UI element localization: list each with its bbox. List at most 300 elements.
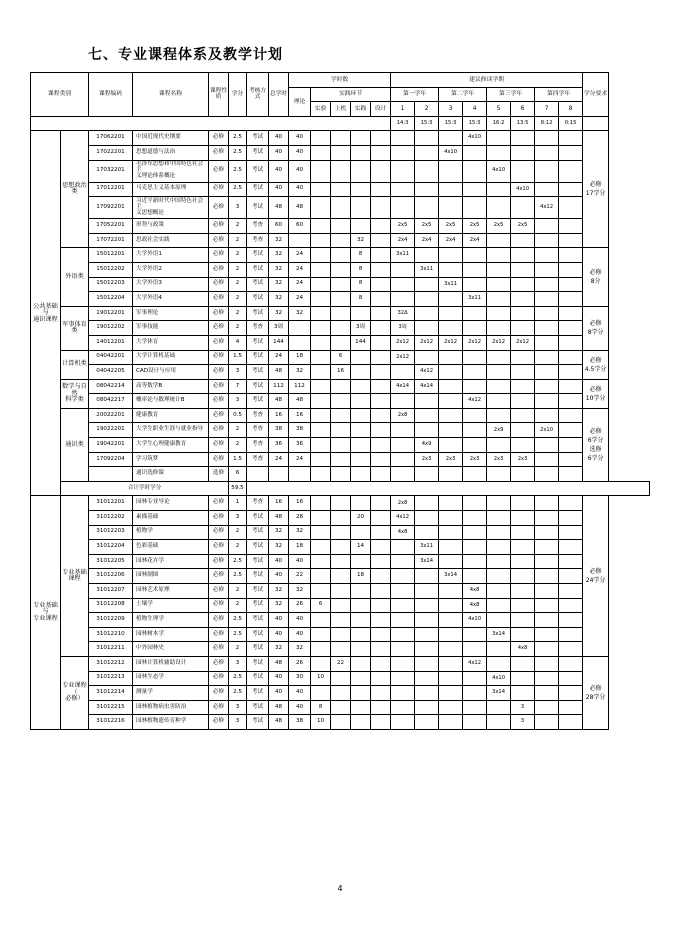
course-exam: 考试 (247, 511, 269, 526)
course-theory: 40 (289, 627, 311, 642)
course-nature: 选修 (209, 467, 229, 482)
course-semester-3 (439, 525, 463, 540)
table-row (31, 131, 650, 146)
course-semester-6 (511, 408, 535, 423)
table-row (31, 182, 650, 197)
course-theory: 60 (289, 219, 311, 234)
course-credit: 2.5 (229, 627, 247, 642)
course-code: 31012202 (89, 511, 133, 526)
course-semester-6 (511, 379, 535, 394)
course-credit: 2 (229, 438, 247, 453)
course-practicum (351, 365, 371, 380)
course-semester-5 (487, 408, 511, 423)
course-semester-1 (391, 584, 415, 599)
course-theory: 24 (289, 248, 311, 263)
course-semester-3 (439, 160, 463, 182)
course-semester-2: 2x5 (415, 219, 439, 234)
course-credit: 2.5 (229, 182, 247, 197)
course-theory: 18 (289, 540, 311, 555)
course-semester-1: 2x5 (391, 219, 415, 234)
course-name: 通识选修课 (133, 467, 209, 482)
course-semester-3 (439, 131, 463, 146)
course-exam: 考试 (247, 671, 269, 686)
course-credit: 3 (229, 715, 247, 730)
course-code: 31012206 (89, 569, 133, 584)
course-design (371, 248, 391, 263)
course-semester-4: 4x12 (463, 656, 487, 671)
course-exam: 考试 (247, 306, 269, 321)
course-credit: 2 (229, 219, 247, 234)
course-total-hours (269, 467, 289, 482)
course-code: 31012216 (89, 715, 133, 730)
course-semester-6 (511, 394, 535, 409)
course-theory: 40 (289, 686, 311, 701)
course-practicum (351, 408, 371, 423)
course-lab (311, 540, 331, 555)
table-row (31, 686, 650, 701)
course-semester-4 (463, 686, 487, 701)
course-exam: 考试 (247, 262, 269, 277)
course-semester-7 (535, 496, 559, 511)
subtotal-row (31, 481, 650, 496)
course-design (371, 452, 391, 467)
course-semester-7 (535, 365, 559, 380)
course-code: 31012211 (89, 642, 133, 657)
course-lab (311, 496, 331, 511)
course-semester-8 (559, 496, 583, 511)
course-semester-3 (439, 197, 463, 219)
table-row (31, 598, 650, 613)
course-semester-6: 2x12 (511, 335, 535, 350)
course-nature: 必修 (209, 700, 229, 715)
course-design (371, 656, 391, 671)
course-nature: 必修 (209, 627, 229, 642)
course-semester-5 (487, 394, 511, 409)
course-semester-6 (511, 554, 535, 569)
course-semester-2 (415, 656, 439, 671)
course-semester-3 (439, 379, 463, 394)
course-exam: 考试 (247, 160, 269, 182)
course-total-hours: 40 (269, 627, 289, 642)
course-semester-4 (463, 306, 487, 321)
course-semester-4: 2x5 (463, 219, 487, 234)
course-semester-6 (511, 686, 535, 701)
course-semester-5 (487, 145, 511, 160)
week-ratio-7: 8:12 (535, 116, 559, 131)
course-semester-8 (559, 160, 583, 182)
course-semester-2 (415, 277, 439, 292)
course-design (371, 569, 391, 584)
course-name: 园林艺术原理 (133, 584, 209, 599)
course-nature: 必修 (209, 292, 229, 307)
course-semester-4 (463, 554, 487, 569)
course-semester-3: 2x3 (439, 452, 463, 467)
course-semester-6 (511, 511, 535, 526)
course-semester-7 (535, 335, 559, 350)
course-code: 31012215 (89, 700, 133, 715)
course-semester-7: 2x10 (535, 423, 559, 438)
course-computer (331, 306, 351, 321)
course-nature: 必修 (209, 277, 229, 292)
course-semester-6 (511, 277, 535, 292)
course-lab (311, 350, 331, 365)
table-row (31, 525, 650, 540)
week-ratio-5: 16:2 (487, 116, 511, 131)
th-nature: 课程性质 (209, 73, 229, 117)
course-nature: 必修 (209, 145, 229, 160)
course-lab (311, 321, 331, 336)
th-design: 设计 (371, 102, 391, 117)
course-code: 19012202 (89, 321, 133, 336)
course-semester-4 (463, 160, 487, 182)
course-semester-3: 2x4 (439, 233, 463, 248)
table-row (31, 438, 650, 453)
course-lab (311, 233, 331, 248)
course-semester-8 (559, 700, 583, 715)
course-exam: 考试 (247, 540, 269, 555)
week-ratio-6: 13:5 (511, 116, 535, 131)
table-row (31, 248, 650, 263)
course-design (371, 182, 391, 197)
course-semester-8 (559, 321, 583, 336)
table-row (31, 233, 650, 248)
course-lab (311, 277, 331, 292)
course-name: 园林花卉学 (133, 554, 209, 569)
course-theory (289, 321, 311, 336)
course-total-hours: 32 (269, 262, 289, 277)
course-name: 素描基础 (133, 511, 209, 526)
th-year3: 第三学年 (487, 87, 535, 102)
course-semester-4 (463, 438, 487, 453)
course-computer: 16 (331, 365, 351, 380)
course-semester-6 (511, 540, 535, 555)
course-semester-7: 4x12 (535, 197, 559, 219)
course-semester-7 (535, 525, 559, 540)
course-semester-7 (535, 584, 559, 599)
course-nature: 必修 (209, 408, 229, 423)
table-row (31, 700, 650, 715)
course-semester-8 (559, 408, 583, 423)
th-hours-group: 学时数 (289, 73, 391, 88)
course-semester-6: 2x5 (511, 219, 535, 234)
course-semester-3 (439, 467, 463, 482)
course-practicum (351, 452, 371, 467)
course-design (371, 160, 391, 182)
course-semester-5: 4x10 (487, 160, 511, 182)
course-semester-5: 2x12 (487, 335, 511, 350)
course-computer (331, 379, 351, 394)
course-semester-4: 4x10 (463, 131, 487, 146)
course-semester-7 (535, 715, 559, 730)
course-nature: 必修 (209, 197, 229, 219)
table-row (31, 160, 650, 182)
course-semester-7 (535, 160, 559, 182)
subgroup-label: 数学与自然 科学类 (61, 379, 89, 408)
course-theory: 40 (289, 182, 311, 197)
course-semester-6 (511, 321, 535, 336)
course-semester-7 (535, 262, 559, 277)
course-semester-1 (391, 438, 415, 453)
course-semester-5 (487, 182, 511, 197)
course-semester-1: 2x12 (391, 335, 415, 350)
course-semester-1 (391, 160, 415, 182)
course-computer (331, 145, 351, 160)
course-name: 园林计算机辅助设计 (133, 656, 209, 671)
th-lab: 实验 (311, 102, 331, 117)
course-semester-8 (559, 394, 583, 409)
course-code: 04042205 (89, 365, 133, 380)
course-code: 15012203 (89, 277, 133, 292)
course-theory: 18 (289, 350, 311, 365)
course-total-hours: 32 (269, 292, 289, 307)
course-nature: 必修 (209, 496, 229, 511)
course-total-hours: 38 (269, 423, 289, 438)
course-exam: 考试 (247, 394, 269, 409)
course-exam: 考查 (247, 408, 269, 423)
course-credit: 2 (229, 525, 247, 540)
course-name: 园林植物遗传育种学 (133, 715, 209, 730)
table-row (31, 511, 650, 526)
course-total-hours: 24 (269, 452, 289, 467)
course-credit: 6 (229, 467, 247, 482)
course-credit: 3 (229, 511, 247, 526)
course-practicum: 144 (351, 335, 371, 350)
course-theory: 22 (289, 569, 311, 584)
course-computer (331, 554, 351, 569)
course-total-hours: 48 (269, 656, 289, 671)
course-semester-6 (511, 292, 535, 307)
course-semester-7 (535, 145, 559, 160)
course-semester-2 (415, 306, 439, 321)
course-theory: 32 (289, 642, 311, 657)
course-theory: 16 (289, 496, 311, 511)
course-design (371, 423, 391, 438)
course-nature: 必修 (209, 584, 229, 599)
table-row (31, 394, 650, 409)
course-computer (331, 335, 351, 350)
course-total-hours: 40 (269, 145, 289, 160)
course-semester-1 (391, 642, 415, 657)
course-semester-5: 4x10 (487, 671, 511, 686)
course-semester-2 (415, 700, 439, 715)
course-theory: 40 (289, 700, 311, 715)
table-row (31, 379, 650, 394)
course-semester-4 (463, 700, 487, 715)
course-computer (331, 642, 351, 657)
course-semester-1: 3周 (391, 321, 415, 336)
course-semester-4 (463, 197, 487, 219)
course-credit: 3 (229, 700, 247, 715)
course-lab (311, 335, 331, 350)
course-computer (331, 262, 351, 277)
course-computer (331, 627, 351, 642)
course-semester-7 (535, 321, 559, 336)
course-exam: 考试 (247, 365, 269, 380)
course-nature: 必修 (209, 438, 229, 453)
course-design (371, 540, 391, 555)
course-practicum (351, 467, 371, 482)
course-credit: 2 (229, 598, 247, 613)
course-semester-3 (439, 613, 463, 628)
course-nature: 必修 (209, 306, 229, 321)
course-credit: 1.5 (229, 350, 247, 365)
course-total-hours: 3周 (269, 321, 289, 336)
course-semester-6 (511, 671, 535, 686)
course-design (371, 394, 391, 409)
course-nature: 必修 (209, 350, 229, 365)
course-semester-6 (511, 423, 535, 438)
course-semester-5 (487, 321, 511, 336)
course-computer (331, 700, 351, 715)
credit-requirement: 必修 6学分 选修 6学分 (583, 408, 609, 481)
credit-requirement: 必修 10学分 (583, 379, 609, 408)
course-semester-4 (463, 365, 487, 380)
th-s4: 4 (463, 102, 487, 117)
subgroup-label: 外语类 (61, 248, 89, 306)
course-code: 17012201 (89, 182, 133, 197)
course-semester-2 (415, 321, 439, 336)
course-code: 31012212 (89, 656, 133, 671)
course-semester-3 (439, 423, 463, 438)
course-semester-8 (559, 248, 583, 263)
course-semester-5 (487, 525, 511, 540)
week-ratio-row (31, 116, 650, 131)
course-theory: 30 (289, 671, 311, 686)
th-practicum: 实践 (351, 102, 371, 117)
course-nature: 必修 (209, 394, 229, 409)
course-semester-1 (391, 131, 415, 146)
course-semester-1 (391, 686, 415, 701)
course-practicum (351, 686, 371, 701)
th-name: 课程名称 (133, 73, 209, 117)
course-theory: 112 (289, 379, 311, 394)
course-credit: 2 (229, 248, 247, 263)
course-semester-3 (439, 671, 463, 686)
course-name: 形势与政策 (133, 219, 209, 234)
course-semester-2 (415, 145, 439, 160)
group-label-1: 专业基础与 专业课程 (31, 496, 61, 730)
course-semester-8 (559, 656, 583, 671)
course-exam: 考试 (247, 700, 269, 715)
course-semester-4 (463, 248, 487, 263)
course-exam: 考查 (247, 219, 269, 234)
course-practicum (351, 438, 371, 453)
course-code: 31012208 (89, 598, 133, 613)
course-semester-3 (439, 627, 463, 642)
course-semester-7 (535, 700, 559, 715)
course-nature: 必修 (209, 335, 229, 350)
th-s2: 2 (415, 102, 439, 117)
course-theory: 40 (289, 554, 311, 569)
course-practicum (351, 131, 371, 146)
course-credit: 3 (229, 197, 247, 219)
table-row (31, 540, 650, 555)
course-name: 园林植物病虫害防治 (133, 700, 209, 715)
course-semester-6: 2x3 (511, 452, 535, 467)
course-semester-5 (487, 365, 511, 380)
course-semester-2: 2x4 (415, 233, 439, 248)
course-semester-2 (415, 511, 439, 526)
course-name: 马克思主义基本原理 (133, 182, 209, 197)
course-code: 08042214 (89, 379, 133, 394)
course-design (371, 321, 391, 336)
course-semester-1 (391, 715, 415, 730)
course-semester-1 (391, 277, 415, 292)
course-credit: 2 (229, 540, 247, 555)
course-design (371, 613, 391, 628)
course-total-hours: 40 (269, 554, 289, 569)
course-semester-6 (511, 656, 535, 671)
course-theory: 24 (289, 262, 311, 277)
course-exam: 考试 (247, 613, 269, 628)
table-row (31, 496, 650, 511)
course-semester-5 (487, 262, 511, 277)
course-computer (331, 569, 351, 584)
course-credit: 2 (229, 584, 247, 599)
course-semester-7 (535, 627, 559, 642)
credit-requirement: 必修 17学分 (583, 131, 609, 248)
course-design (371, 292, 391, 307)
th-year2: 第二学年 (439, 87, 487, 102)
course-computer (331, 197, 351, 219)
course-name: 大学外语3 (133, 277, 209, 292)
course-semester-2: 4x9 (415, 438, 439, 453)
course-semester-2 (415, 292, 439, 307)
course-computer (331, 467, 351, 482)
course-total-hours: 32 (269, 248, 289, 263)
course-computer (331, 394, 351, 409)
course-name: 健康教育 (133, 408, 209, 423)
course-semester-8 (559, 584, 583, 599)
course-design (371, 306, 391, 321)
course-semester-3 (439, 321, 463, 336)
course-semester-1: 2x8 (391, 408, 415, 423)
course-exam: 考试 (247, 686, 269, 701)
course-credit: 2 (229, 306, 247, 321)
course-exam: 考试 (247, 379, 269, 394)
course-theory: 26 (289, 598, 311, 613)
course-semester-2 (415, 182, 439, 197)
course-design (371, 131, 391, 146)
course-credit: 2 (229, 233, 247, 248)
course-lab (311, 182, 331, 197)
course-semester-2 (415, 584, 439, 599)
course-name: 园林树木学 (133, 627, 209, 642)
course-total-hours: 40 (269, 671, 289, 686)
course-credit: 3 (229, 365, 247, 380)
course-lab (311, 262, 331, 277)
course-practicum: 8 (351, 248, 371, 263)
course-theory: 40 (289, 613, 311, 628)
course-semester-7 (535, 511, 559, 526)
course-lab: 10 (311, 715, 331, 730)
course-lab (311, 569, 331, 584)
table-row (31, 715, 650, 730)
course-practicum (351, 394, 371, 409)
course-semester-4 (463, 262, 487, 277)
course-semester-8 (559, 525, 583, 540)
course-exam: 考试 (247, 642, 269, 657)
course-semester-2 (415, 248, 439, 263)
course-lab (311, 627, 331, 642)
course-semester-6 (511, 584, 535, 599)
course-name: 中国近现代史纲要 (133, 131, 209, 146)
course-nature: 必修 (209, 248, 229, 263)
course-lab (311, 394, 331, 409)
course-semester-4: 4x10 (463, 613, 487, 628)
course-theory: 38 (289, 423, 311, 438)
course-name: 毛泽东思想和中国特色社会主 义理论体系概论 (133, 160, 209, 182)
